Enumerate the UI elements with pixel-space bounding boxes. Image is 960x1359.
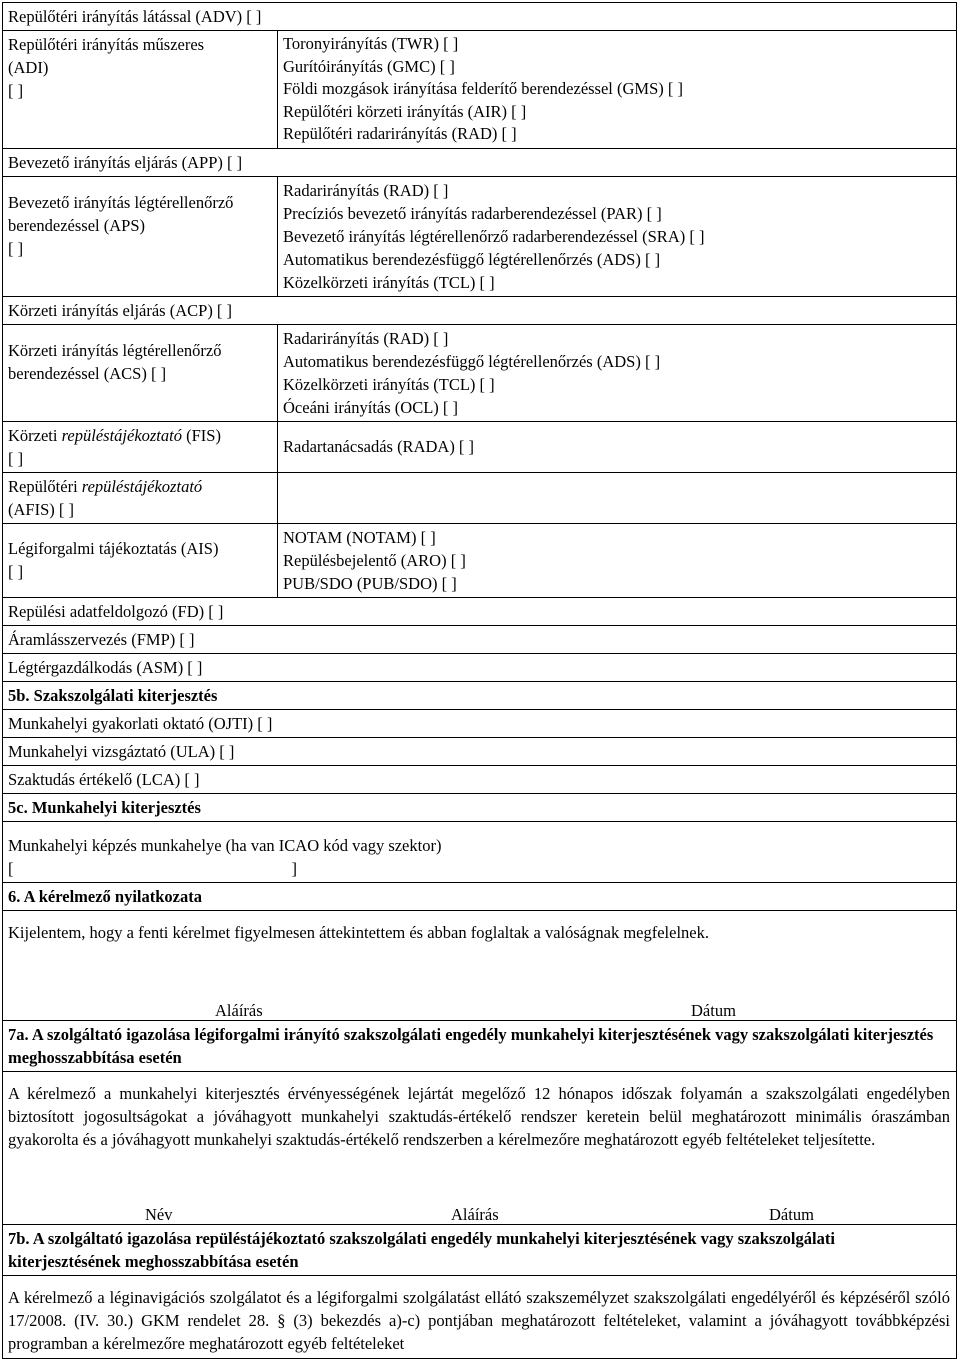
row-acs: [3, 324, 957, 421]
certification-text-7b: A kérelmező a léginavigációs szolgálatot és a légiforgalmi szolgálatást ellátó szakszemélyzet szakszolgálati engedélyéről és képzéséről szóló 17/2008. (IV. 30.) GKM rendelet 28. § (3) bekezdés a)-c) pontjában meghatározott feltételeket, valamint a jóváhagyott továbbképzési programban a kérelmezőre meghatározott egyéb feltételeket: [8, 1287, 950, 1354]
option-tcl[interactable]: Közelkörzeti irányítás (TCL) [ ]: [283, 374, 495, 394]
option-ojti[interactable]: Munkahelyi gyakorlati oktató (OJTI) [ ]: [3, 709, 957, 737]
row-adv: [3, 3, 957, 31]
declaration-text: Kijelentem, hogy a fenti kérelmet figyelmesen áttekintettem és abban foglaltak a valóságnak megfelelnek.: [8, 922, 709, 942]
bracket-open: [: [8, 858, 14, 878]
row-7a-heading: [3, 1020, 957, 1071]
row-7a-body: [3, 1071, 957, 1224]
section-5c-heading: 5c. Munkahelyi kiterjesztés: [3, 793, 957, 821]
option-adv[interactable]: Repülőtéri irányítás látással (ADV) [ ]: [3, 3, 957, 31]
option-ula[interactable]: Munkahelyi vizsgáztató (ULA) [ ]: [3, 737, 957, 765]
option-app[interactable]: Bevezető irányítás eljárás (APP) [ ]: [3, 148, 957, 176]
signature-label[interactable]: Aláírás: [215, 1000, 263, 1020]
row-fd: [3, 597, 957, 625]
row-ula: [3, 737, 957, 765]
license-extension-form: [2, 2, 957, 1359]
adi-label-line: Repülőtéri irányítás műszeres: [8, 35, 205, 54]
row-5c-heading: [3, 793, 957, 821]
fis-label-line: [8, 424, 271, 447]
aps-label-line: Bevezető irányítás légtérellenőrző: [8, 192, 234, 212]
option-sra[interactable]: Bevezető irányítás légtérellenőrző radarberendezéssel (SRA) [ ]: [283, 226, 705, 246]
section-5c-body: [3, 821, 957, 882]
option-rada[interactable]: Radartanácsadás (RADA) [ ]: [283, 437, 475, 456]
section-7a-heading: 7a. A szolgáltató igazolása légiforgalmi irányító szakszolgálati engedély munkahelyi kiterjesztésének vagy szakszolgálati kiterjesztés meghosszabbítása esetén: [3, 1020, 957, 1071]
option-afis[interactable]: [3, 472, 278, 523]
section-6-body: [3, 910, 957, 1020]
aps-checkbox[interactable]: [ ]: [8, 238, 24, 258]
option-aps[interactable]: [3, 176, 278, 296]
adi-suboptions: [278, 31, 957, 149]
workplace-field[interactable]: [8, 857, 950, 880]
option-notam[interactable]: NOTAM (NOTAM) [ ]: [283, 527, 436, 547]
option-ocl[interactable]: Óceáni irányítás (OCL) [ ]: [283, 397, 459, 417]
option-rad[interactable]: Radarirányítás (RAD) [ ]: [283, 328, 449, 348]
row-aps: [3, 176, 957, 296]
afis-checkbox[interactable]: (AFIS) [ ]: [8, 499, 74, 519]
ais-label-line: Légiforgalmi tájékoztatás (AIS): [8, 539, 219, 558]
fis-label-italic: repüléstájékoztató: [61, 425, 182, 445]
ais-checkbox[interactable]: [ ]: [8, 562, 24, 581]
aps-suboptions: [278, 176, 957, 296]
name-label[interactable]: Név: [145, 1204, 173, 1224]
section-7b-heading: 7b. A szolgáltató igazolása repüléstájékoztató szakszolgálati engedély munkahelyi kiterjesztésének vagy szakszolgálati kiterjesztésének meghosszabbítása esetén: [3, 1224, 957, 1275]
option-ads[interactable]: Automatikus berendezésfüggő légtérellenőrzés (ADS) [ ]: [283, 249, 661, 269]
option-fmp[interactable]: Áramlásszervezés (FMP) [ ]: [3, 625, 957, 653]
acs-label-line: Körzeti irányítás légtérellenőrző: [8, 340, 222, 360]
row-fis: [3, 421, 957, 472]
option-acp[interactable]: Körzeti irányítás eljárás (ACP) [ ]: [3, 296, 957, 324]
option-ads[interactable]: Automatikus berendezésfüggő légtérellenőrzés (ADS) [ ]: [283, 351, 661, 371]
option-lca[interactable]: Szaktudás értékelő (LCA) [ ]: [3, 765, 957, 793]
section-5b-heading: 5b. Szakszolgálati kiterjesztés: [3, 681, 957, 709]
afis-empty-cell: [278, 472, 957, 523]
row-7b-body: [3, 1275, 957, 1358]
option-acs[interactable]: [3, 324, 278, 421]
option-tcl[interactable]: Közelkörzeti irányítás (TCL) [ ]: [283, 272, 495, 292]
option-gms[interactable]: Földi mozgások irányítása felderítő berendezéssel (GMS) [ ]: [283, 79, 684, 98]
option-gmc[interactable]: Gurítóirányítás (GMC) [ ]: [283, 56, 455, 76]
acs-checkbox[interactable]: berendezéssel (ACS) [ ]: [8, 363, 167, 383]
row-6-body: [3, 910, 957, 1020]
ais-suboptions: [278, 523, 957, 597]
fis-checkbox[interactable]: [ ]: [8, 448, 24, 468]
option-aro[interactable]: Repülésbejelentő (ARO) [ ]: [283, 550, 466, 570]
row-lca: [3, 765, 957, 793]
afis-label-prefix: Repülőtéri: [8, 476, 82, 496]
row-fmp: [3, 625, 957, 653]
acs-suboptions: [278, 324, 957, 421]
option-fis[interactable]: [3, 421, 278, 472]
certification-text-7a: A kérelmező a munkahelyi kiterjesztés érvényességének lejártát megelőző 12 hónapos időszak folyamán a szakszolgálati engedélyben biztosított jogosultságokat a jóváhagyott munkahelyi szaktudás-értékelő rendszer keretein belül meghatározott minimális óraszámban gyakorolta és a jóváhagyott munkahelyi szaktudás-értékelő rendszerben a kérelmezőre meghatározott egyéb feltételeket teljesítette.: [8, 1083, 950, 1150]
option-asm[interactable]: Légtérgazdálkodás (ASM) [ ]: [3, 653, 957, 681]
row-acp: [3, 296, 957, 324]
section-7a-body: [3, 1071, 957, 1224]
option-par[interactable]: Precíziós bevezető irányítás radarberendezéssel (PAR) [ ]: [283, 203, 662, 223]
date-label[interactable]: Dátum: [769, 1204, 814, 1224]
option-pub-sdo[interactable]: PUB/SDO (PUB/SDO) [ ]: [283, 573, 457, 593]
option-twr[interactable]: Toronyirányítás (TWR) [ ]: [283, 34, 459, 53]
section-7b-body: [3, 1275, 957, 1358]
row-6-heading: [3, 882, 957, 910]
row-asm: [3, 653, 957, 681]
option-adi[interactable]: [3, 31, 278, 149]
adi-checkbox[interactable]: [ ]: [8, 81, 24, 100]
row-7b-heading: [3, 1224, 957, 1275]
option-ais[interactable]: [3, 523, 278, 597]
row-ais: [3, 523, 957, 597]
fis-label-suffix: (FIS): [181, 425, 221, 445]
adi-label-line: (ADI): [8, 58, 49, 77]
row-app: [3, 148, 957, 176]
aps-label-line: berendezéssel (APS): [8, 215, 145, 235]
afis-label-line: [8, 475, 271, 498]
fis-label-prefix: Körzeti: [8, 425, 62, 445]
signature-label[interactable]: Aláírás: [451, 1204, 499, 1224]
bracket-close: ]: [291, 858, 297, 878]
option-fd[interactable]: Repülési adatfeldolgozó (FD) [ ]: [3, 597, 957, 625]
option-rad[interactable]: Radarirányítás (RAD) [ ]: [283, 180, 449, 200]
row-5b-heading: [3, 681, 957, 709]
option-air[interactable]: Repülőtéri körzeti irányítás (AIR) [ ]: [283, 101, 527, 121]
row-5c-body: [3, 821, 957, 882]
fis-suboptions: [278, 421, 957, 472]
section-6-heading: 6. A kérelmező nyilatkozata: [3, 882, 957, 910]
afis-label-italic: repüléstájékoztató: [81, 476, 203, 496]
row-ojti: [3, 709, 957, 737]
row-afis: [3, 472, 957, 523]
row-adi: [3, 31, 957, 149]
workplace-label: Munkahelyi képzés munkahelye (ha van ICAO kód vagy szektor): [8, 835, 442, 855]
date-label[interactable]: Dátum: [691, 1000, 736, 1020]
option-rad[interactable]: Repülőtéri radarirányítás (RAD) [ ]: [283, 124, 517, 143]
